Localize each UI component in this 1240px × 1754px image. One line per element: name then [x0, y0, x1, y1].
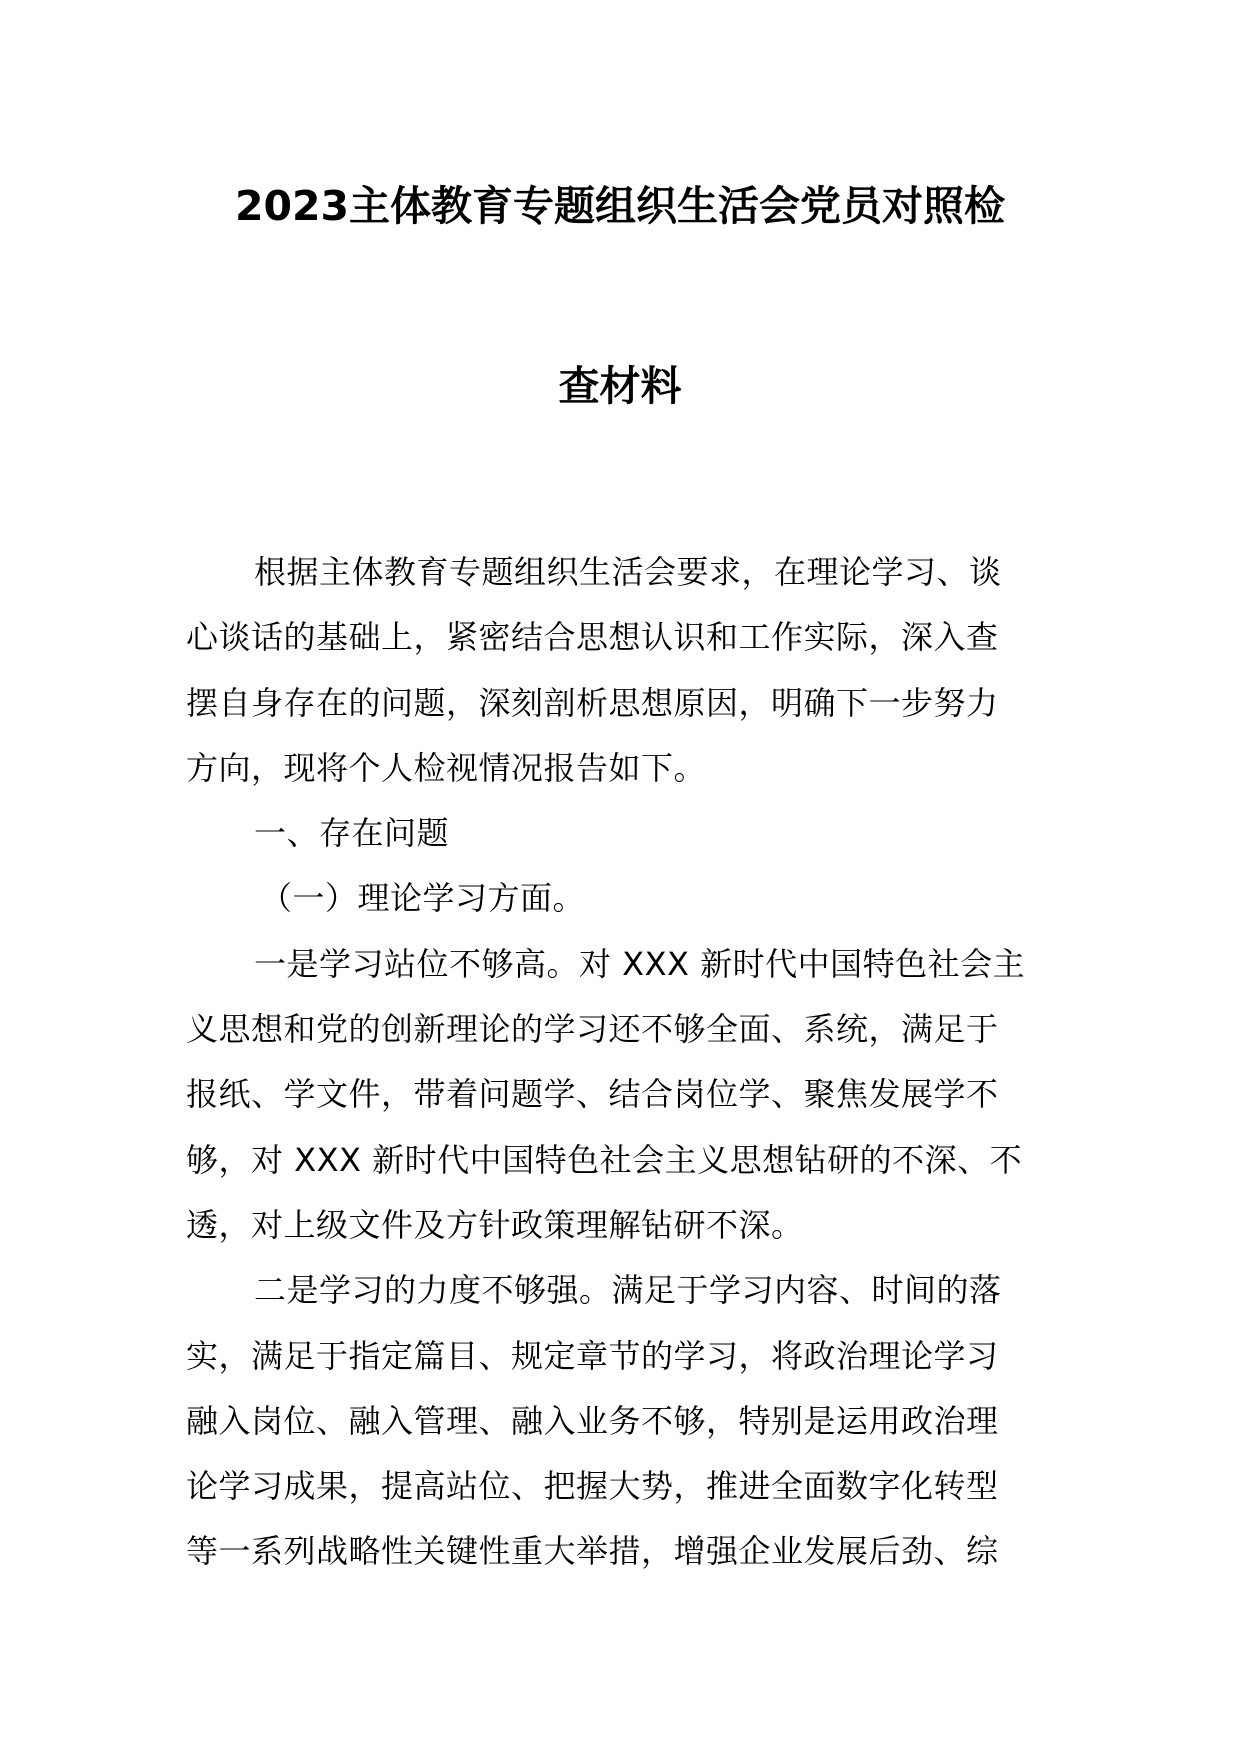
body-line: 融入岗位、融入管理、融入业务不够，特别是运用政治理	[186, 1401, 999, 1440]
body-line: 义思想和党的创新理论的学习还不够全面、系统，满足于	[186, 1010, 999, 1049]
section-heading: 一、存在问题	[254, 814, 450, 853]
body-line: 一是学习站位不够高。对 XXX 新时代中国特色社会主	[254, 944, 1026, 983]
body-line: 实，满足于指定篇目、规定章节的学习，将政治理论学习	[186, 1336, 999, 1375]
body-line: 心谈话的基础上，紧密结合思想认识和工作实际，深入查	[186, 618, 999, 657]
subsection-heading: （一）理论学习方面。	[260, 879, 586, 918]
body-line: 二是学习的力度不够强。满足于学习内容、时间的落	[254, 1271, 1002, 1310]
document-title-line-1: 2023主体教育专题组织生活会党员对照检	[234, 182, 1006, 230]
document-body	[186, 540, 1054, 1585]
body-line: 报纸、学文件，带着问题学、结合岗位学、聚焦发展学不	[186, 1075, 999, 1114]
body-line: 论学习成果，提高站位、把握大势，推进全面数字化转型	[186, 1467, 999, 1506]
body-line: 方向，现将个人检视情况报告如下。	[186, 748, 707, 787]
body-line: 够，对 XXX 新时代中国特色社会主义思想钻研的不深、不	[186, 1140, 1023, 1179]
body-line: 等一系列战略性关键性重大举措，增强企业发展后劲、综	[186, 1532, 999, 1571]
document-title-line-2: 查材料	[558, 362, 682, 410]
body-line: 根据主体教育专题组织生活会要求，在理论学习、谈	[254, 553, 1002, 591]
body-line: 透，对上级文件及方针政策理解钻研不深。	[186, 1205, 804, 1244]
body-line: 摆自身存在的问题，深刻剖析思想原因，明确下一步努力	[186, 683, 999, 722]
